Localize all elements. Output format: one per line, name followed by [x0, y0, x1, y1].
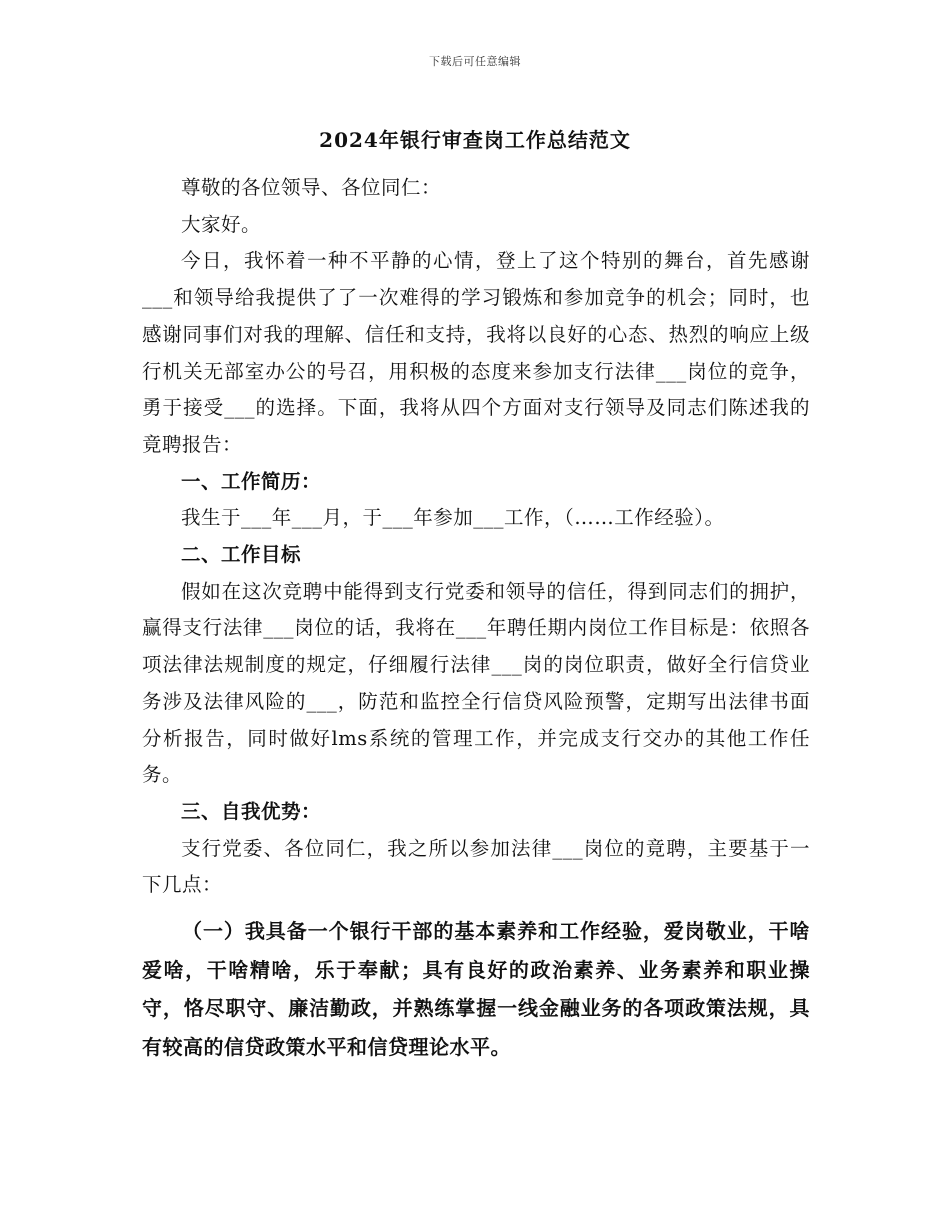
section2-heading: 二、工作目标	[181, 543, 302, 567]
document-title: 2024年银行审查岗工作总结范文	[319, 128, 631, 152]
section3-heading: 三、自我优势：	[181, 799, 322, 823]
section2-paragraph: 假如在这次竞聘中能得到支行党委和领导的信任，得到同志们的拥护，赢得支行法律___岗位的话，我将在___年聘任期内岗位工作目标是：依照各项法律法规制度的规定，仔细履行法律___岗的岗位职责，做好全行信贷业务涉及法律风险的___，防范和监控全行信贷风险预警，定期写出法律书面分析报告，同时做好lms系统的管理工作，并完成支行交办的其他工作任务。	[142, 579, 810, 787]
intro-paragraph: 今日，我怀着一种不平静的心情，登上了这个特别的舞台，首先感谢___和领导给我提供了了一次难得的学习锻炼和参加竞争的机会；同时，也感谢同事们对我的理解、信任和支持，我将以良好的心态、热烈的响应上级行机关无部室办公的号召，用积极的态度来参加支行法律___岗位的竞争，勇于接受___的选择。下面，我将从四个方面对支行领导及同志们陈述我的竟聘报告：	[142, 249, 810, 456]
document-body	[142, 170, 810, 1066]
greeting-paragraph: 尊敬的各位领导、各位同仁：	[181, 176, 442, 199]
hello-paragraph: 大家好。	[181, 212, 262, 236]
section1-heading: 一、工作简历：	[181, 469, 322, 493]
point1-paragraph: （一）我具备一个银行干部的基本素养和工作经验，爱岗敬业，干啥爱啥，干啥精啥，乐于奉献；具有良好的政治素养、业务素养和职业操守，恪尽职守、廉洁勤政，并熟练掌握一线金融业务的各项政策法规，具有较高的信贷政策水平和信贷理论水平。	[142, 919, 810, 1059]
header-note: 下载后可任意编辑	[429, 55, 521, 68]
section1-paragraph: 我生于___年___月，于___年参加___工作，（……工作经验）。	[181, 506, 725, 530]
section3-paragraph: 支行党委、各位同仁，我之所以参加法律___岗位的竟聘，主要基于一下几点：	[142, 836, 810, 897]
